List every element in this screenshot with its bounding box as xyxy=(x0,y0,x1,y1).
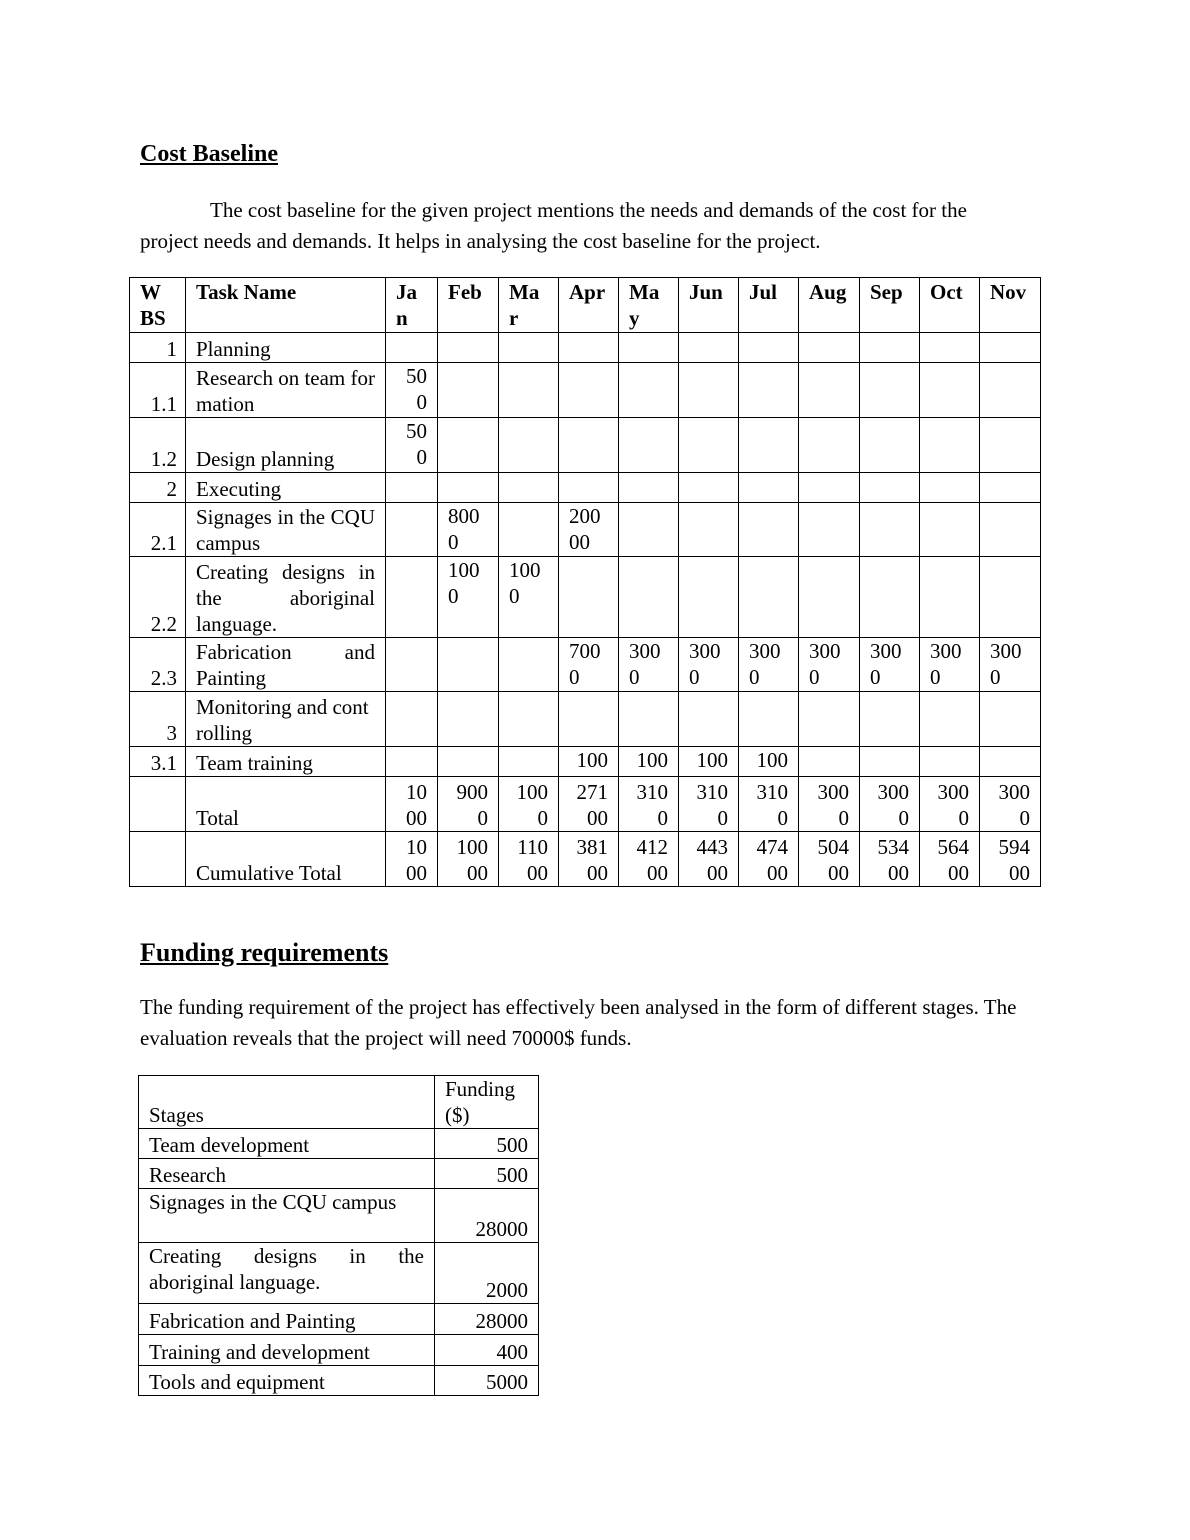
month-value-cell: 20000 xyxy=(559,503,619,557)
wbs-cell: 1.1 xyxy=(130,363,186,418)
month-value-cell xyxy=(980,747,1041,777)
funding-requirements-heading: Funding requirements xyxy=(140,938,389,967)
month-value-cell: 100 xyxy=(619,747,679,777)
stage-cell: Signages in the CQU campus xyxy=(139,1189,435,1243)
header-apr: Apr xyxy=(559,278,619,333)
month-value-cell: 3000 xyxy=(799,777,860,832)
month-value-cell xyxy=(920,503,980,557)
month-value-cell xyxy=(799,363,860,418)
month-value-cell: 1000 xyxy=(438,557,499,638)
month-value-cell xyxy=(980,557,1041,638)
month-value-cell: 500 xyxy=(386,418,438,473)
month-value-cell xyxy=(499,747,559,777)
month-value-cell xyxy=(920,333,980,363)
month-value-cell xyxy=(739,333,799,363)
month-value-cell xyxy=(438,638,499,692)
month-value-cell: 100 xyxy=(739,747,799,777)
month-value-cell xyxy=(920,747,980,777)
month-value-cell xyxy=(679,557,739,638)
header-jan: Jan xyxy=(386,278,438,333)
month-value-cell xyxy=(619,503,679,557)
header-mar: Mar xyxy=(499,278,559,333)
table-row xyxy=(130,747,1041,777)
header-funding: Funding ($) xyxy=(435,1076,539,1129)
table-row xyxy=(139,1304,539,1335)
task-name-cell: Team training xyxy=(186,747,386,777)
task-name-cell: Fabrication and Painting xyxy=(186,638,386,692)
month-value-cell xyxy=(980,503,1041,557)
month-value-cell xyxy=(860,363,920,418)
month-value-cell: 100 xyxy=(559,747,619,777)
month-value-cell: 27100 xyxy=(559,777,619,832)
task-name-cell: Total xyxy=(186,777,386,832)
month-value-cell xyxy=(499,503,559,557)
month-value-cell: 3000 xyxy=(679,638,739,692)
month-value-cell xyxy=(386,747,438,777)
month-value-cell xyxy=(438,692,499,747)
month-value-cell: 500 xyxy=(386,363,438,418)
funding-table xyxy=(138,1075,539,1396)
month-value-cell xyxy=(438,363,499,418)
month-value-cell xyxy=(438,333,499,363)
month-value-cell xyxy=(739,692,799,747)
funding-amount-cell: 400 xyxy=(435,1335,539,1366)
wbs-cell xyxy=(130,832,186,887)
month-value-cell: 53400 xyxy=(860,832,920,887)
month-value-cell xyxy=(559,557,619,638)
header-stages: Stages xyxy=(139,1076,435,1129)
table-row xyxy=(139,1189,539,1243)
table-row xyxy=(130,333,1041,363)
month-value-cell xyxy=(739,473,799,503)
month-value-cell xyxy=(386,473,438,503)
month-value-cell: 3000 xyxy=(619,638,679,692)
month-value-cell xyxy=(386,503,438,557)
table-row xyxy=(130,418,1041,473)
task-name-cell: Cumulative Total xyxy=(186,832,386,887)
month-value-cell xyxy=(860,557,920,638)
month-value-cell: 50400 xyxy=(799,832,860,887)
month-value-cell xyxy=(619,692,679,747)
month-value-cell xyxy=(619,418,679,473)
wbs-cell: 2.1 xyxy=(130,503,186,557)
table-row xyxy=(139,1366,539,1396)
month-value-cell xyxy=(619,473,679,503)
month-value-cell xyxy=(559,473,619,503)
month-value-cell xyxy=(559,363,619,418)
month-value-cell xyxy=(920,557,980,638)
month-value-cell xyxy=(799,503,860,557)
month-value-cell xyxy=(499,692,559,747)
table-row xyxy=(130,503,1041,557)
month-value-cell: 1000 xyxy=(386,777,438,832)
month-value-cell xyxy=(860,333,920,363)
task-name-cell: Planning xyxy=(186,333,386,363)
month-value-cell xyxy=(799,557,860,638)
month-value-cell: 100 xyxy=(679,747,739,777)
month-value-cell xyxy=(980,333,1041,363)
month-value-cell xyxy=(799,747,860,777)
month-value-cell: 3000 xyxy=(920,638,980,692)
wbs-cell: 2.3 xyxy=(130,638,186,692)
header-feb: Feb xyxy=(438,278,499,333)
cost-baseline-table xyxy=(129,277,1041,887)
stage-cell: Fabrication and Painting xyxy=(139,1304,435,1335)
funding-amount-cell: 500 xyxy=(435,1129,539,1159)
month-value-cell xyxy=(679,473,739,503)
funding-amount-cell: 5000 xyxy=(435,1366,539,1396)
header-jun: Jun xyxy=(679,278,739,333)
month-value-cell xyxy=(860,747,920,777)
month-value-cell xyxy=(679,363,739,418)
month-value-cell xyxy=(619,557,679,638)
month-value-cell xyxy=(499,473,559,503)
month-value-cell xyxy=(386,557,438,638)
month-value-cell xyxy=(679,333,739,363)
task-name-cell: Signages in the CQU campus xyxy=(186,503,386,557)
month-value-cell: 59400 xyxy=(980,832,1041,887)
month-value-cell xyxy=(799,473,860,503)
task-name-cell: Creating designs in the aboriginal language. xyxy=(186,557,386,638)
table-row xyxy=(139,1243,539,1304)
month-value-cell xyxy=(799,692,860,747)
wbs-cell: 2.2 xyxy=(130,557,186,638)
wbs-cell xyxy=(130,777,186,832)
month-value-cell: 8000 xyxy=(438,503,499,557)
month-value-cell xyxy=(438,418,499,473)
month-value-cell xyxy=(980,692,1041,747)
month-value-cell: 47400 xyxy=(739,832,799,887)
header-task-name: Task Name xyxy=(186,278,386,333)
month-value-cell xyxy=(860,503,920,557)
month-value-cell xyxy=(386,638,438,692)
header-wbs: W BS xyxy=(130,278,186,333)
month-value-cell: 1000 xyxy=(499,557,559,638)
month-value-cell xyxy=(920,473,980,503)
wbs-cell: 2 xyxy=(130,473,186,503)
month-value-cell xyxy=(438,747,499,777)
month-value-cell: 3000 xyxy=(980,638,1041,692)
task-name-cell: Monitoring and controlling xyxy=(186,692,386,747)
month-value-cell: 11000 xyxy=(499,832,559,887)
month-value-cell: 1000 xyxy=(499,777,559,832)
table-row xyxy=(130,363,1041,418)
month-value-cell xyxy=(739,557,799,638)
month-value-cell xyxy=(679,692,739,747)
cost-baseline-heading: Cost Baseline xyxy=(140,141,278,167)
month-value-cell xyxy=(559,333,619,363)
funding-table-header-row xyxy=(139,1076,539,1129)
task-name-cell: Research on team formation xyxy=(186,363,386,418)
month-value-cell xyxy=(860,692,920,747)
month-value-cell xyxy=(799,418,860,473)
month-value-cell: 3100 xyxy=(619,777,679,832)
month-value-cell xyxy=(499,363,559,418)
wbs-cell: 3 xyxy=(130,692,186,747)
month-value-cell xyxy=(499,333,559,363)
table-row xyxy=(130,473,1041,503)
month-value-cell: 3100 xyxy=(739,777,799,832)
month-value-cell xyxy=(980,418,1041,473)
table-row xyxy=(139,1335,539,1366)
month-value-cell: 44300 xyxy=(679,832,739,887)
month-value-cell xyxy=(860,473,920,503)
month-value-cell: 10000 xyxy=(438,832,499,887)
cost-table-header-row xyxy=(130,278,1041,333)
month-value-cell: 3100 xyxy=(679,777,739,832)
month-value-cell: 3000 xyxy=(860,638,920,692)
task-name-cell: Design planning xyxy=(186,418,386,473)
month-value-cell xyxy=(860,418,920,473)
table-row xyxy=(130,832,1041,887)
table-row xyxy=(139,1159,539,1189)
month-value-cell xyxy=(619,363,679,418)
stage-cell: Team development xyxy=(139,1129,435,1159)
stage-cell: Tools and equipment xyxy=(139,1366,435,1396)
month-value-cell xyxy=(920,418,980,473)
month-value-cell xyxy=(499,638,559,692)
stage-cell: Creating designs in the aboriginal language. xyxy=(139,1243,435,1304)
month-value-cell xyxy=(920,692,980,747)
month-value-cell xyxy=(739,418,799,473)
wbs-cell: 3.1 xyxy=(130,747,186,777)
month-value-cell: 3000 xyxy=(739,638,799,692)
table-row xyxy=(130,777,1041,832)
header-may: May xyxy=(619,278,679,333)
month-value-cell xyxy=(980,363,1041,418)
month-value-cell xyxy=(980,473,1041,503)
month-value-cell: 7000 xyxy=(559,638,619,692)
funding-requirements-paragraph: The funding requirement of the project has effectively been analysed in the form of different stages. The evaluation reveals that the project will need 70000$ funds. xyxy=(140,995,1017,1050)
wbs-cell: 1.2 xyxy=(130,418,186,473)
table-row xyxy=(130,692,1041,747)
funding-amount-cell: 28000 xyxy=(435,1189,539,1243)
funding-amount-cell: 2000 xyxy=(435,1243,539,1304)
month-value-cell xyxy=(679,503,739,557)
month-value-cell xyxy=(679,418,739,473)
month-value-cell xyxy=(559,418,619,473)
month-value-cell xyxy=(739,363,799,418)
month-value-cell: 9000 xyxy=(438,777,499,832)
header-aug: Aug xyxy=(799,278,860,333)
month-value-cell: 1000 xyxy=(386,832,438,887)
month-value-cell: 3000 xyxy=(799,638,860,692)
month-value-cell xyxy=(920,363,980,418)
month-value-cell xyxy=(799,333,860,363)
month-value-cell xyxy=(386,692,438,747)
wbs-cell: 1 xyxy=(130,333,186,363)
month-value-cell: 38100 xyxy=(559,832,619,887)
month-value-cell: 56400 xyxy=(920,832,980,887)
month-value-cell: 3000 xyxy=(920,777,980,832)
cost-baseline-paragraph: The cost baseline for the given project mentions the needs and demands of the cost for the project needs and demands. It helps in analysing the cost baseline for the project. xyxy=(140,198,967,253)
month-value-cell xyxy=(438,473,499,503)
header-oct: Oct xyxy=(920,278,980,333)
funding-amount-cell: 28000 xyxy=(435,1304,539,1335)
month-value-cell xyxy=(559,692,619,747)
funding-amount-cell: 500 xyxy=(435,1159,539,1189)
header-jul: Jul xyxy=(739,278,799,333)
month-value-cell xyxy=(499,418,559,473)
header-sep: Sep xyxy=(860,278,920,333)
month-value-cell: 3000 xyxy=(860,777,920,832)
month-value-cell xyxy=(619,333,679,363)
month-value-cell xyxy=(739,503,799,557)
month-value-cell: 3000 xyxy=(980,777,1041,832)
month-value-cell xyxy=(386,333,438,363)
table-row xyxy=(130,557,1041,638)
table-row xyxy=(139,1129,539,1159)
table-row xyxy=(130,638,1041,692)
stage-cell: Research xyxy=(139,1159,435,1189)
task-name-cell: Executing xyxy=(186,473,386,503)
month-value-cell: 41200 xyxy=(619,832,679,887)
header-nov: Nov xyxy=(980,278,1041,333)
stage-cell: Training and development xyxy=(139,1335,435,1366)
